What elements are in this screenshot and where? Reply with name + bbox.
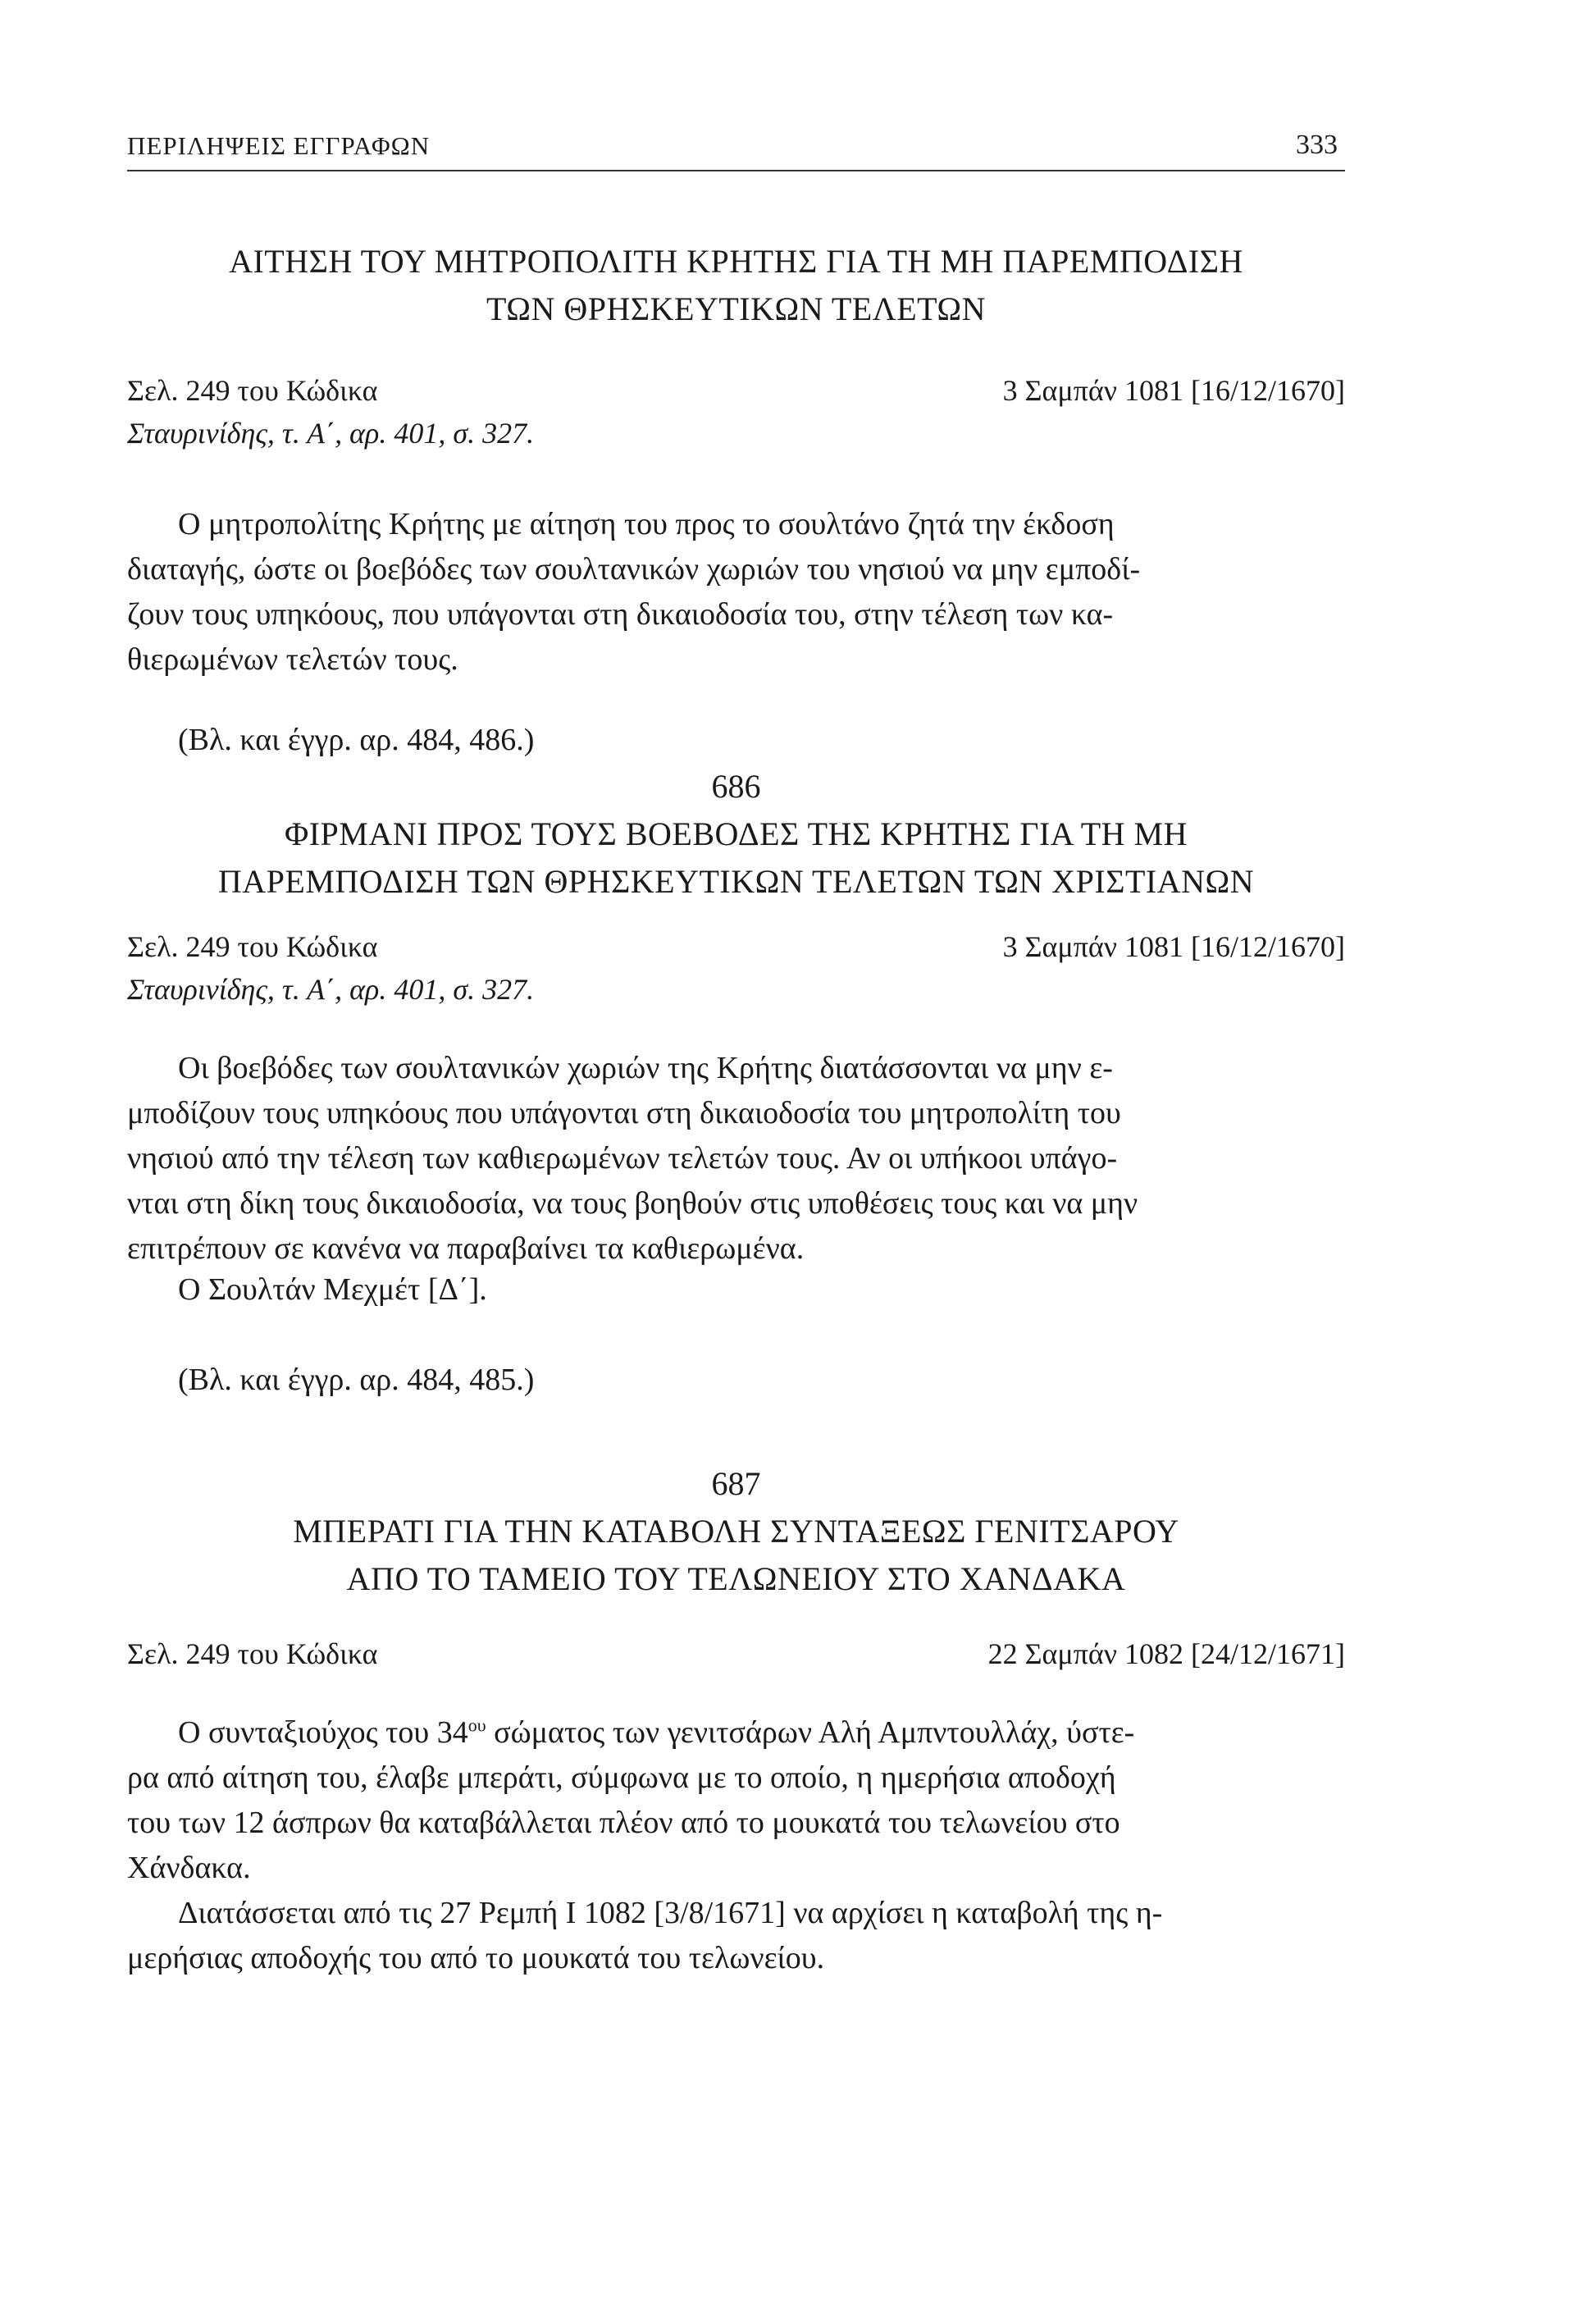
doc686-source: Σελ. 249 του Κώδικα (127, 930, 378, 963)
doc687-p1-line: του των 12 άσπρων θα καταβάλλεται πλέον από το μουκατά του τελωνείου στο (127, 1806, 1120, 1840)
doc686-see-also: (Βλ. και έγγρ. αρ. 484, 485.) (178, 1363, 535, 1397)
doc687-p1-line: Χάνδακα. (127, 1851, 251, 1885)
doc687-source: Σελ. 249 του Κώδικα (127, 1637, 378, 1670)
doc687-p1-first-before: Ο συνταξιούχος του 34 (178, 1715, 468, 1750)
doc1-body-line: διαταγής, ώστε οι βοεβόδες των σουλτανικών χωριών του νησιού να μην εμποδί- (127, 552, 1141, 587)
doc687-p1-first-line (127, 1710, 1345, 1756)
doc686-body-line: επιτρέπουν σε κανένα να παραβαίνει τα καθιερωμένα. (127, 1231, 805, 1266)
doc1-see-also: (Βλ. και έγγρ. αρ. 484, 486.) (178, 723, 535, 757)
doc687-title-line2: ΑΠΟ ΤΟ ΤΑΜΕΙΟ ΤΟΥ ΤΕΛΩΝΕΙΟΥ ΣΤΟ ΧΑΝΔΑΚΑ (346, 1560, 1126, 1597)
doc687-date: 22 Σαμπάν 1082 [24/12/1671] (987, 1637, 1345, 1670)
doc1-date: 3 Σαμπάν 1081 [16/12/1670] (1002, 374, 1345, 407)
doc687-paragraph-1 (127, 1710, 1345, 1891)
doc686-title-line2: ΠΑΡΕΜΠΟΔΙΣΗ ΤΩΝ ΘΡΗΣΚΕΥΤΙΚΩΝ ΤΕΛΕΤΩΝ ΤΩΝ ΧΡΙΣΤΙΑΝΩΝ (217, 863, 1255, 900)
doc1-body-line: Ο μητροπολίτης Κρήτης με αίτηση του προς το σουλτάνο ζητά την έκδοση (178, 507, 1115, 541)
doc686-number: 686 (711, 768, 761, 805)
doc687-p1-line: ρα από αίτηση του, έλαβε μπεράτι, σύμφωνα με το οποίο, η ημερήσια αποδοχή (127, 1760, 1116, 1795)
doc1-reference: Σταυρινίδης, τ. Α΄, αρ. 401, σ. 327. (127, 417, 535, 450)
doc1-body (127, 502, 1345, 683)
doc1-body-line: θιερωμένων τελετών τους. (127, 642, 458, 677)
doc1-body-line: ζουν τους υπηκόους, που υπάγονται στη δικαιοδοσία του, στην τέλεση των κα- (127, 597, 1114, 632)
doc1-title-line1: ΑΙΤΗΣΗ ΤΟΥ ΜΗΤΡΟΠΟΛΙΤΗ ΚΡΗΤΗΣ ΓΙΑ ΤΗ ΜΗ ΠΑΡΕΜΠΟΔΙΣΗ (229, 243, 1243, 280)
doc687-p1-first-after: σώματος των γενιτσάρων Αλή Αμπντουλλάχ, ύστε- (486, 1715, 1135, 1750)
doc686-title-line1: ΦΙΡΜΑΝΙ ΠΡΟΣ ΤΟΥΣ ΒΟΕΒΟΔΕΣ ΤΗΣ ΚΡΗΤΗΣ ΓΙΑ ΤΗ ΜΗ (285, 815, 1188, 852)
doc687-title-line1: ΜΠΕΡΑΤΙ ΓΙΑ ΤΗΝ ΚΑΤΑΒΟΛΗ ΣΥΝΤΑΞΕΩΣ ΓΕΝΙΤΣΑΡΟΥ (293, 1513, 1179, 1550)
doc1-title-line2: ΤΩΝ ΘΡΗΣΚΕΥΤΙΚΩΝ ΤΕΛΕΤΩΝ (486, 290, 986, 327)
doc686-body-line: μποδίζουν τους υπηκόους που υπάγονται στη δικαιοδοσία του μητροπολίτη του (127, 1096, 1121, 1130)
doc1-source: Σελ. 249 του Κώδικα (127, 374, 378, 407)
doc687-number: 687 (711, 1465, 761, 1502)
doc687-ordinal-suffix: ου (467, 1714, 486, 1736)
page-number: 333 (1296, 130, 1338, 160)
doc686-date: 3 Σαμπάν 1081 [16/12/1670] (1002, 930, 1345, 963)
doc686-body-line: νται στη δίκη τους δικαιοδοσία, να τους βοηθούν στις υποθέσεις τους και να μην (127, 1186, 1138, 1221)
doc686-body-line: νησιού από την τέλεση των καθιερωμένων τελετών τους. Αν οι υπήκοοι υπάγο- (127, 1141, 1118, 1176)
running-head: ΠΕΡΙΛΗΨΕΙΣ ΕΓΓΡΑΦΩΝ (127, 131, 431, 160)
doc686-signature: Ο Σουλτάν Μεχμέτ [Δ΄]. (178, 1272, 487, 1307)
doc687-paragraph-2 (127, 1891, 1345, 1981)
doc687-p2-line: Διατάσσεται από τις 27 Ρεμπή Ι 1082 [3/8/1671] να αρχίσει η καταβολή της η- (178, 1896, 1163, 1930)
doc686-body (127, 1046, 1345, 1272)
doc686-body-line: Οι βοεβόδες των σουλτανικών χωριών της Κρήτης διατάσσονται να μην ε- (178, 1051, 1113, 1085)
doc687-p2-line: μερήσιας αποδοχής του από το μουκατά του τελωνείου. (127, 1941, 825, 1975)
doc686-reference: Σταυρινίδης, τ. Α΄, αρ. 401, σ. 327. (127, 973, 535, 1006)
header-rule (127, 170, 1345, 171)
